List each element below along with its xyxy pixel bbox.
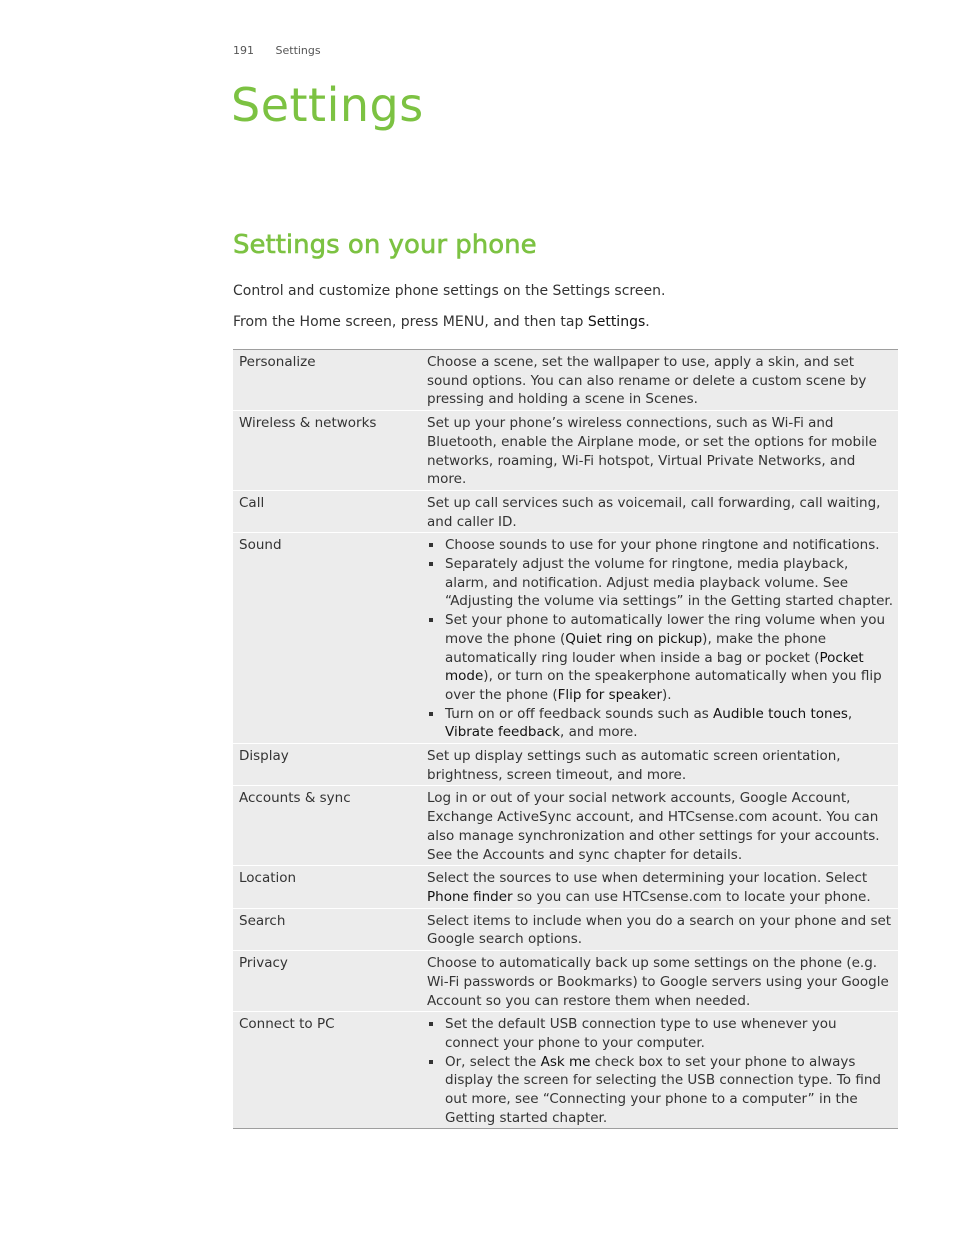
setting-description: Set up display settings such as automatic screen orientation, brightness, screen timeout, and more.	[421, 744, 898, 786]
setting-name: Connect to PC	[239, 1016, 335, 1033]
option-term: Vibrate feedback	[445, 724, 560, 741]
list-text: ), make the phone automatically ring louder when inside a bag or pocket (	[445, 630, 827, 666]
list-item	[427, 1053, 894, 1128]
setting-description: Set up call services such as voicemail, call forwarding, call waiting, and caller ID.	[421, 490, 898, 532]
setting-description: Choose a scene, set the wallpaper to use, apply a skin, and set sound options. You can also rename or delete a custom scene by pressing and holding a scene in Scenes.	[421, 350, 898, 411]
section-title: Settings on your phone	[233, 230, 537, 260]
setting-name: Accounts & sync	[233, 786, 421, 866]
list-text: Set your phone to automatically lower the ring volume when you move the phone (	[445, 612, 886, 647]
setting-description: Log in or out of your social network accounts, Google Account, Exchange ActiveSync account, and HTCsense.com acount. You can also manage synchronization and other settings for your accounts. See the Accounts and sync chapter for details.	[421, 786, 898, 866]
setting-description: Choose to automatically back up some settings on the phone (e.g. Wi-Fi passwords or Bookmarks) to Google servers using your Google Account so you can restore them when needed.	[421, 951, 898, 1012]
bullet-list	[427, 536, 894, 742]
running-chapter-title: Settings	[275, 44, 321, 57]
setting-name: Display	[233, 744, 421, 786]
option-term: Ask me	[540, 1053, 591, 1070]
chapter-title: Settings	[231, 78, 424, 132]
table-row	[233, 411, 898, 491]
page-number: 191	[233, 44, 254, 57]
setting-name: Sound	[233, 533, 421, 744]
table-row	[233, 866, 898, 908]
table-row	[233, 908, 898, 950]
option-term: Flip for speaker	[557, 686, 663, 703]
settings-term: Settings	[587, 314, 646, 330]
list-item	[427, 611, 894, 705]
table-row	[233, 786, 898, 866]
list-item: Choose sounds to use for your phone ringtone and notifications.	[427, 536, 894, 555]
option-term: Pocket mode	[445, 649, 864, 685]
setting-name: Personalize	[233, 350, 421, 411]
setting-description: Set up your phone’s wireless connections, such as Wi-Fi and Bluetooth, enable the Airplane mode, or set the options for mobile networks, roaming, Wi-Fi hotspot, Virtual Private Networks, and more.	[421, 411, 898, 491]
option-term: Audible touch tones	[713, 705, 848, 722]
list-item: Set the default USB connection type to use whenever you connect your phone to your computer.	[427, 1015, 894, 1052]
bullet-list	[427, 1015, 894, 1127]
list-text: ), or turn on the speakerphone automatically when you flip over the phone (	[445, 668, 882, 703]
table-row	[233, 490, 898, 532]
option-term: Phone finder	[427, 888, 513, 905]
setting-name: Privacy	[233, 951, 421, 1012]
page-header	[233, 44, 321, 57]
setting-description: Select items to include when you do a search on your phone and set Google search options.	[421, 908, 898, 950]
table-row	[233, 744, 898, 786]
table-row	[233, 1012, 898, 1129]
list-item	[427, 705, 894, 742]
list-text: ,	[847, 705, 853, 722]
settings-table	[233, 349, 898, 1129]
list-text: check box to set your phone to always display the screen for selecting the USB connection type. To find out more, see “Connecting your phone to a computer” in the Getting started chapter.	[445, 1053, 881, 1126]
intro-line-2-end: .	[645, 314, 650, 330]
table-row	[233, 533, 898, 744]
setting-description	[421, 1012, 898, 1129]
table-row	[233, 951, 898, 1012]
setting-name: Wireless & networks	[233, 411, 421, 491]
list-text: , and more.	[560, 724, 638, 741]
setting-description	[421, 533, 898, 744]
option-term: Quiet ring on pickup	[565, 630, 703, 647]
setting-name: Search	[233, 908, 421, 950]
setting-name: Location	[233, 866, 421, 908]
setting-description	[421, 866, 898, 908]
desc-text: Select the sources to use when determining your location. Select	[427, 870, 868, 887]
list-text: Or, select the	[445, 1053, 541, 1070]
desc-text: so you can use HTCsense.com to locate your phone.	[512, 888, 871, 905]
list-item: Separately adjust the volume for ringtone, media playback, alarm, and notification. Adjust media playback volume. See “Adjusting the volume via settings” in the Getting started chapter.	[427, 555, 894, 611]
intro-line-2	[233, 313, 893, 331]
intro-text	[233, 282, 893, 331]
setting-name: Call	[233, 490, 421, 532]
intro-line-1: Control and customize phone settings on the Settings screen.	[233, 283, 666, 299]
list-text: ).	[662, 686, 672, 703]
list-text: Turn on or off feedback sounds such as	[445, 705, 714, 722]
table-row	[233, 350, 898, 411]
intro-line-2-text: From the Home screen, press MENU, and then tap	[233, 314, 588, 330]
